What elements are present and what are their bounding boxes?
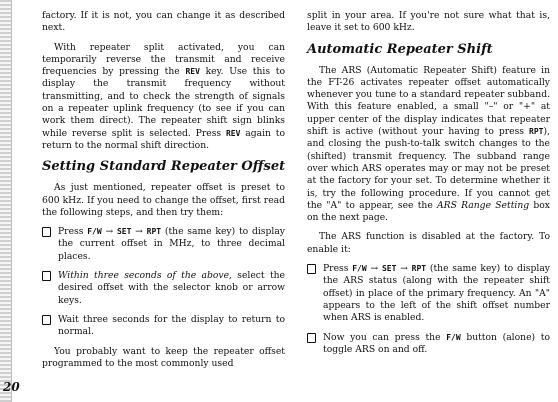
set-key-label: SET (116, 227, 132, 237)
paragraph: The ARS function is disabled at the factory. To enable it: (307, 231, 550, 255)
checkbox-icon (307, 333, 316, 343)
step-item: Press F/W → SET → RPT (the same key) to display the ARS status (along with the repeater shift offset) in place of the primary frequency. An "A" appears to the left of the shift offset number when ARS is enabled. (307, 263, 550, 324)
rpt-key-label: RPT (411, 264, 427, 274)
section-heading: Setting Standard Repeater Offset (42, 159, 286, 175)
rpt-key-label: RPT (529, 127, 544, 137)
checkbox-icon (307, 264, 316, 274)
paragraph: factory. If it is not, you can change it as described next. (42, 10, 285, 34)
checkbox-icon (42, 227, 51, 237)
paragraph: You probably want to keep the repeater offset programmed to the most commonly used (42, 345, 285, 369)
set-key-label: SET (381, 264, 397, 274)
fw-key-label: F/W (446, 332, 461, 342)
left-column (42, 10, 285, 377)
paragraph: split in your area. If you're not sure what that is, leave it set to 600 kHz. (307, 10, 550, 34)
checkbox-icon (42, 271, 51, 281)
step-item: Press F/W → SET → RPT (the same key) to display the current offset in MHz, to three decimal places. (42, 226, 285, 263)
step-item: Within three seconds of the above, select the desired offset with the selector knob or arrow keys. (42, 270, 285, 307)
fw-key-label: F/W (352, 264, 367, 274)
step-item: Now you can press the F/W button (alone) to toggle ARS on and off. (307, 332, 550, 357)
paragraph: The ARS (Automatic Repeater Shift) feature in the FT-26 activates repeater offset automatically whenever you tune to a standard repeater subband. With this feature enabled, a small "–" or "+" at upper center of the display indicates that repeater shift is active (without your having to press RPT), and closing the push-to-talk switch changes to the (shifted) transmit frequency. The subband range over which ARS operates may or may not be preset at the factory for your set. To determine whether it is, try the following procedure. If you cannot get the "A" to appear, see the ARS Range Setting box on the next page. (307, 64, 550, 224)
paragraph: As just mentioned, repeater offset is preset to 600 kHz. If you need to change the offset, first read the following steps, and then try them: (42, 182, 285, 218)
fw-key-label: F/W (87, 227, 102, 237)
page-number: 20 (3, 380, 20, 394)
rpt-key-label: RPT (146, 227, 162, 237)
section-heading: Automatic Repeater Shift (307, 41, 493, 57)
right-column (307, 10, 550, 363)
checkbox-icon (42, 315, 51, 325)
binding-edge (0, 0, 12, 402)
step-item: Wait three seconds for the display to return to normal. (42, 314, 285, 339)
paragraph: With repeater split activated, you can temporarily reverse the transmit and receive frequencies by pressing the REV key. Use this to display the transmit frequency without transmitting, and to check the strength of signals on a repeater uplink frequency (to see if you can work them direct). The repeater shift sign blinks while reverse split is selected. Press REV again to return to the normal shift direction. (42, 41, 286, 151)
rev-key-label: REV (225, 128, 241, 138)
rev-key-label: REV (185, 67, 200, 77)
